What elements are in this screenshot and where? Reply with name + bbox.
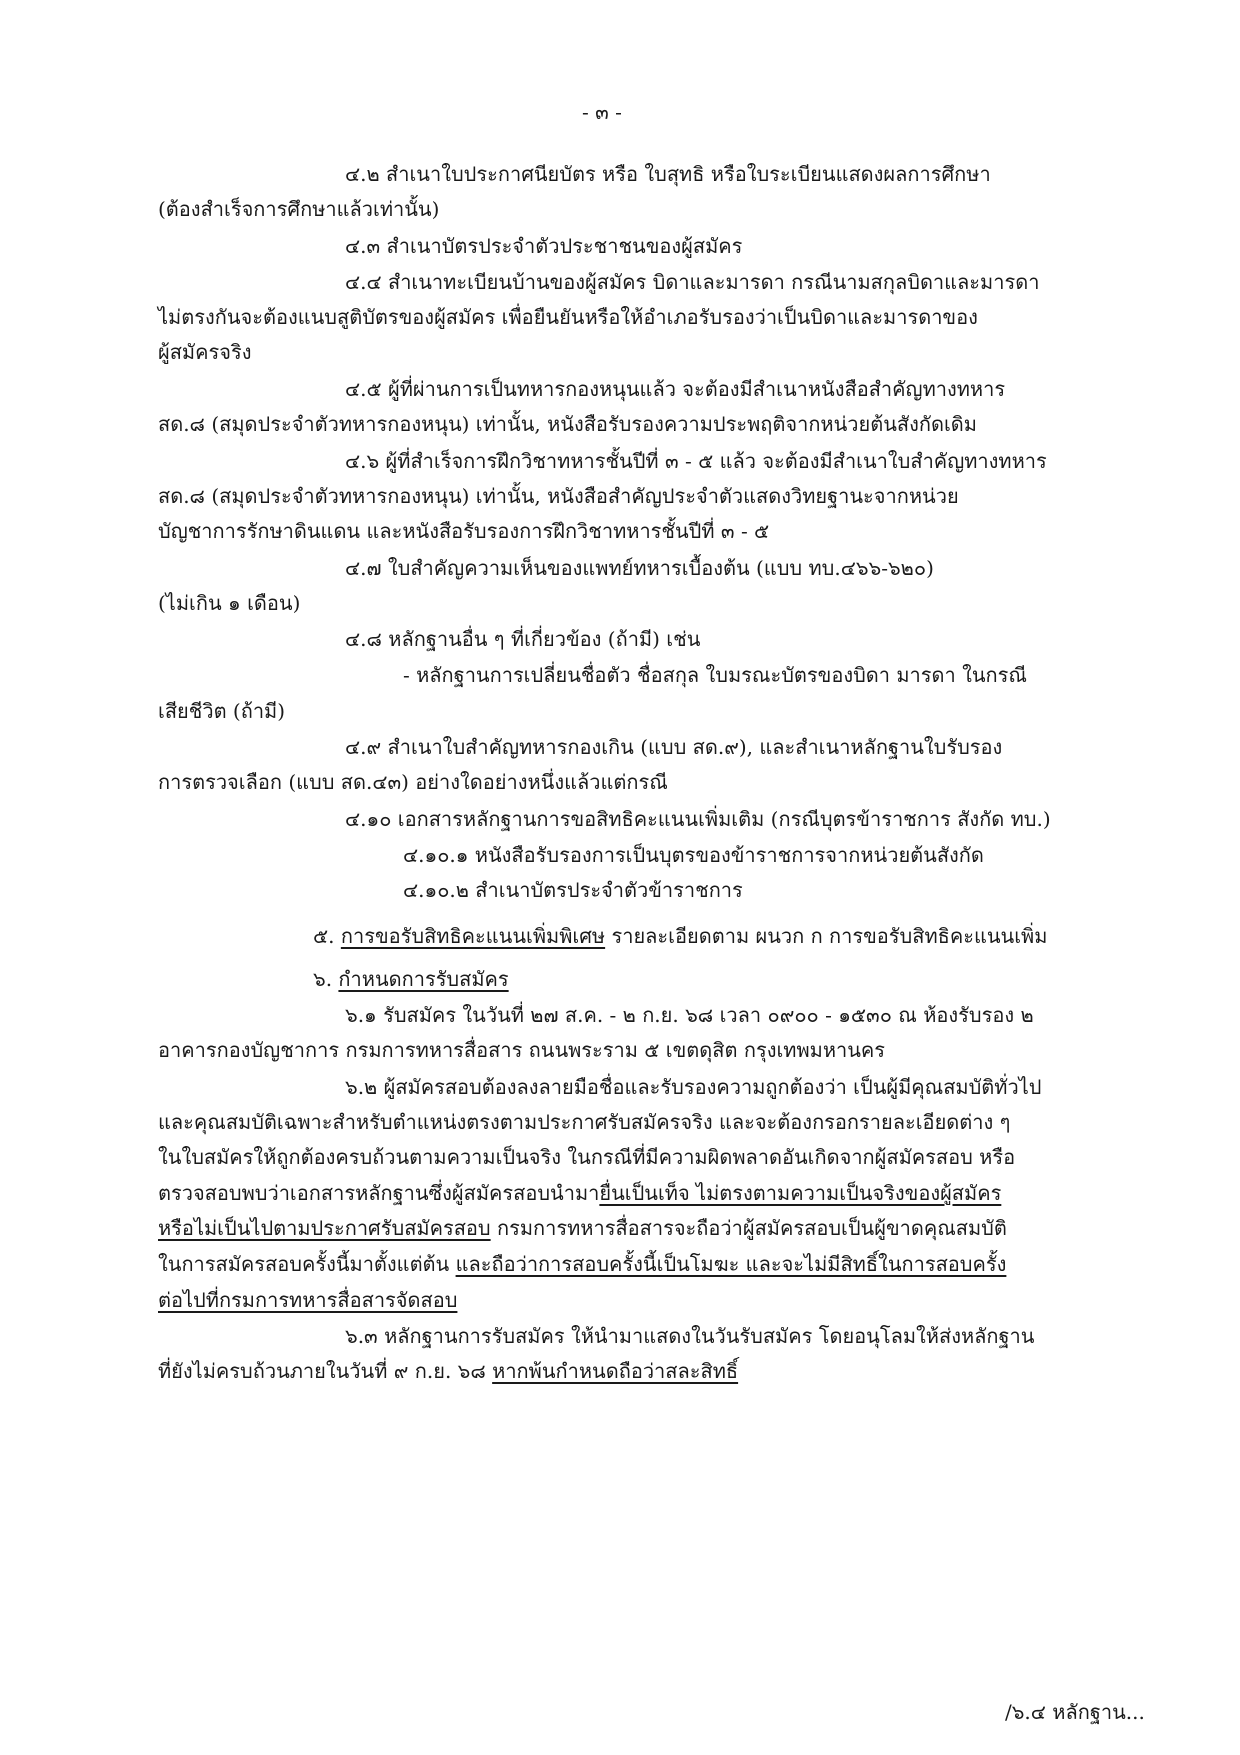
line-text: ในการสมัครสอบครั้งนี้มาตั้งแต่ต้น (158, 1252, 456, 1276)
text-line (403, 841, 984, 869)
text-line (158, 768, 668, 796)
line-text: ๕. (313, 924, 341, 948)
line-text: (ต้องสำเร็จการศึกษาแล้วเท่านั้น) (158, 197, 440, 221)
text-line (158, 1143, 1015, 1171)
text-line (403, 876, 743, 904)
text-line (345, 232, 742, 260)
line-text: ๖. (313, 967, 339, 991)
underlined-text: ยื่นเป็นเท็จ ไม่ตรงตามความเป็นจริงของผู้สมัคร (599, 1181, 1002, 1205)
line-text: ไม่ตรงกันจะต้องแนบสูติบัตรของผู้สมัคร เพื่อยืนยันหรือให้อำเภอรับรองว่าเป็นบิดาและมารดาของ (158, 305, 978, 329)
continuation-footer: /๖.๔ หลักฐาน... (1005, 1700, 1145, 1724)
text-line (345, 805, 1051, 833)
text-line (345, 1073, 1041, 1101)
underlined-text: หรือไม่เป็นไปตามประกาศรับสมัครสอบ (158, 1216, 491, 1240)
text-line (158, 1108, 1010, 1136)
text-line (345, 1322, 1034, 1350)
text-line (345, 268, 1039, 296)
text-line (158, 1286, 457, 1314)
text-line (158, 410, 977, 438)
text-line (158, 195, 439, 223)
line-text: - หลักฐานการเปลี่ยนชื่อตัว ชื่อสกุล ใบมรณะบัตรของบิดา มารดา ในกรณี (403, 663, 1027, 687)
underlined-text: กำหนดการรับสมัคร (338, 967, 509, 991)
line-text: ๔.๑๐.๑ หนังสือรับรองการเป็นบุตรของข้าราชการจากหน่วยต้นสังกัด (403, 843, 984, 867)
line-text: กรมการทหารสื่อสารจะถือว่าผู้สมัครสอบเป็นผู้ขาดคุณสมบัติ (490, 1216, 1007, 1240)
line-text: รายละเอียดตาม ผนวก ก การขอรับสิทธิคะแนนเพิ่ม (605, 924, 1048, 948)
line-text: ๔.๕ ผู้ที่ผ่านการเป็นทหารกองหนุนแล้ว จะต้องมีสำเนาหนังสือสำคัญทางทหาร (345, 377, 1006, 401)
text-line (313, 922, 1047, 950)
underlined-text: การขอรับสิทธิคะแนนเพิ่มพิเศษ (340, 924, 606, 948)
line-text: ที่ยังไม่ครบถ้วนภายในวันที่ ๙ ก.ย. ๖๘ (158, 1359, 493, 1383)
line-text: สด.๘ (สมุดประจำตัวทหารกองหนุน) เท่านั้น, หนังสือสำคัญประจำตัวแสดงวิทยฐานะจากหน่วย (158, 484, 959, 508)
text-line (158, 697, 285, 725)
line-text: (ไม่เกิน ๑ เดือน) (158, 591, 301, 615)
line-text: อาคารกองบัญชาการ กรมการทหารสื่อสาร ถนนพระราม ๕ เขตดุสิต กรุงเทพมหานคร (158, 1038, 886, 1062)
text-line (158, 589, 300, 617)
text-line (345, 447, 1047, 475)
text-line (158, 1036, 885, 1064)
text-line (158, 1179, 1001, 1207)
text-line (345, 625, 700, 653)
line-text: ๔.๗ ใบสำคัญความเห็นของแพทย์ทหารเบื้องต้น (แบบ ทบ.๔๖๖-๖๒๐) (345, 556, 934, 580)
text-line (158, 1214, 1007, 1242)
line-text: ๔.๔ สำเนาทะเบียนบ้านของผู้สมัคร บิดาและมารดา กรณีนามสกุลบิดาและมารดา (345, 270, 1040, 294)
line-text: ๔.๑๐ เอกสารหลักฐานการขอสิทธิคะแนนเพิ่มเติม (กรณีบุตรข้าราชการ สังกัด ทบ.) (345, 807, 1051, 831)
line-text: ในใบสมัครให้ถูกต้องครบถ้วนตามความเป็นจริง ในกรณีที่มีความผิดพลาดอันเกิดจากผู้สมัครสอบ หรือ (158, 1145, 1016, 1169)
line-text: ตรวจสอบพบว่าเอกสารหลักฐานซึ่งผู้สมัครสอบนำมา (158, 1181, 600, 1205)
line-text: บัญชาการรักษาดินแดน และหนังสือรับรองการฝึกวิชาทหารชั้นปีที่ ๓ - ๕ (158, 519, 770, 543)
text-line (403, 661, 1027, 689)
text-line (158, 517, 769, 545)
text-line (158, 1357, 738, 1385)
text-line (345, 733, 1002, 761)
text-line (345, 375, 1005, 403)
text-line (158, 482, 959, 510)
line-text: การตรวจเลือก (แบบ สด.๔๓) อย่างใดอย่างหนึ่งแล้วแต่กรณี (158, 770, 668, 794)
line-text: ๔.๖ ผู้ที่สำเร็จการฝึกวิชาทหารชั้นปีที่ ๓ - ๕ แล้ว จะต้องมีสำเนาใบสำคัญทางทหาร (345, 449, 1047, 473)
line-text: ๔.๘ หลักฐานอื่น ๆ ที่เกี่ยวข้อง (ถ้ามี) เช่น (345, 627, 701, 651)
line-text: เสียชีวิต (ถ้ามี) (158, 699, 286, 723)
line-text: ๖.๑ รับสมัคร ในวันที่ ๒๗ ส.ค. - ๒ ก.ย. ๖๘ เวลา ๐๙๐๐ - ๑๕๓๐ ณ ห้องรับรอง ๒ (345, 1003, 1034, 1027)
line-text: ๖.๒ ผู้สมัครสอบต้องลงลายมือชื่อและรับรองความถูกต้องว่า เป็นผู้มีคุณสมบัติทั่วไป (345, 1075, 1042, 1099)
text-line (345, 1001, 1034, 1029)
underlined-text: หากพ้นกำหนดถือว่าสละสิทธิ์ (492, 1359, 739, 1383)
text-line (313, 965, 509, 993)
text-line (345, 554, 934, 582)
underlined-text: และถือว่าการสอบครั้งนี้เป็นโมฆะ และจะไม่มีสิทธิ์ในการสอบครั้ง (455, 1252, 1007, 1276)
text-line (158, 338, 251, 366)
line-text: และคุณสมบัติเฉพาะสำหรับตำแหน่งตรงตามประกาศรับสมัครจริง และจะต้องกรอกรายละเอียดต่าง ๆ (158, 1110, 1011, 1134)
underlined-text: ต่อไปที่กรมการทหารสื่อสารจัดสอบ (158, 1288, 458, 1312)
text-line (345, 160, 991, 188)
page-number: - ๓ - (582, 100, 622, 124)
line-text: ๔.๙ สำเนาใบสำคัญทหารกองเกิน (แบบ สด.๙), และสำเนาหลักฐานใบรับรอง (345, 735, 1003, 759)
line-text: ๔.๒ สำเนาใบประกาศนียบัตร หรือ ใบสุทธิ หรือใบระเบียนแสดงผลการศึกษา (345, 162, 991, 186)
line-text: ๖.๓ หลักฐานการรับสมัคร ให้นำมาแสดงในวันรับสมัคร โดยอนุโลมให้ส่งหลักฐาน (345, 1324, 1035, 1348)
text-line (158, 303, 978, 331)
line-text: สด.๘ (สมุดประจำตัวทหารกองหนุน) เท่านั้น, หนังสือรับรองความประพฤติจากหน่วยต้นสังกัดเดิม (158, 412, 977, 436)
line-text: ผู้สมัครจริง (158, 340, 252, 364)
text-line (158, 1250, 1006, 1278)
line-text: ๔.๓ สำเนาบัตรประจำตัวประชาชนของผู้สมัคร (345, 234, 743, 258)
line-text: ๔.๑๐.๒ สำเนาบัตรประจำตัวข้าราชการ (403, 878, 743, 902)
